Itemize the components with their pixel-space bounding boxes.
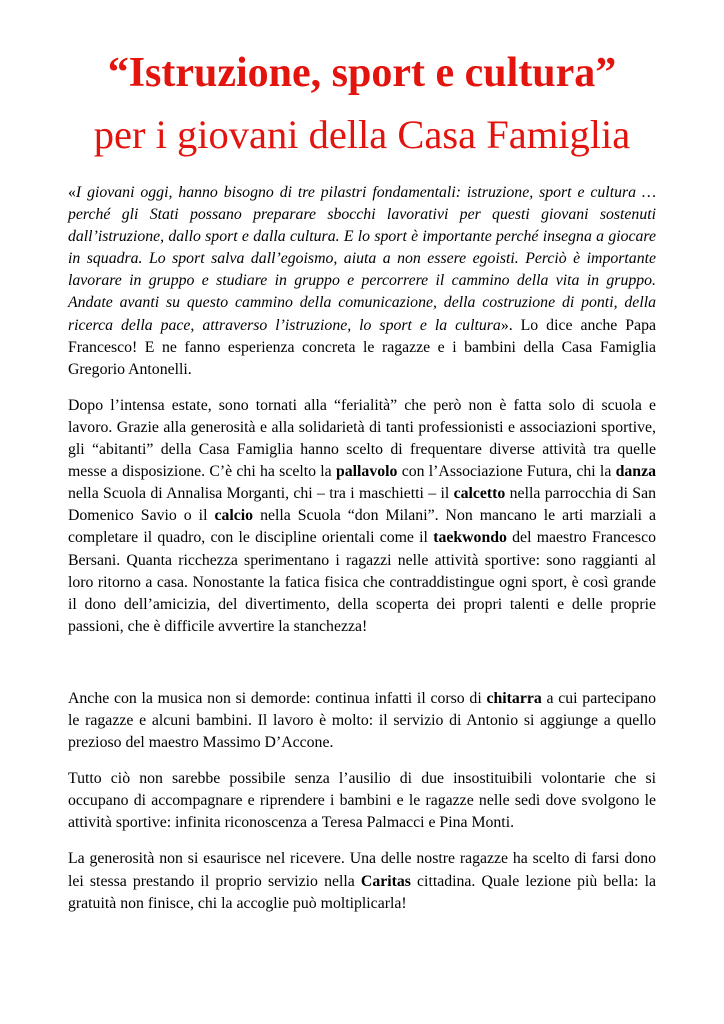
- text-span: cittadina. Quale lezione più bella: la gratuità non finisce, chi la accoglie può moltiplicarla!: [68, 872, 656, 912]
- paragraph-caritas: [68, 848, 656, 914]
- document-page: [68, 48, 656, 915]
- text-span: Dopo l’intensa estate, sono tornati alla “ferialità” che però non è fatta solo di scuola e lavoro. Grazie alla generosità e alla solidarietà di tanti professionisti e associazioni sportive, gli “abitanti” della Casa Famiglia hanno scelto di frequentare diverse attività tra quelle messe a disposizione. C’è chi ha scelto la: [68, 396, 656, 481]
- paragraph-sports: [68, 395, 656, 638]
- text-span: Anche con la musica non si demorde: continua infatti il corso di: [68, 689, 487, 707]
- text-span: La generosità non si esaurisce nel ricevere. Una delle nostre ragazze ha scelto di farsi dono lei stessa prestando il proprio servizio nella: [68, 850, 656, 890]
- text-span: a cui partecipano le ragazze e alcuni bambini. Il lavoro è molto: il servizio di Antonio si aggiunge a quello prezioso del maestro Massimo D’Accone.: [68, 689, 656, 752]
- paragraph-pope-quote: [68, 182, 656, 381]
- text-span: nella parrocchia di San Domenico Savio o il: [68, 485, 656, 525]
- open-quote: «: [68, 184, 76, 201]
- bold-calcetto: calcetto: [453, 485, 506, 503]
- title-line-1: “Istruzione, sport e cultura”: [107, 50, 617, 96]
- pope-quote-text: I giovani oggi, hanno bisogno di tre pilastri fondamentali: istruzione, sport e cultura … perché gli Stati possano preparare sbocchi lavorativi per questi giovani sostenuti dall’istruzione, dallo sport e dalla cultura. E lo sport è importante perché insegna a giocare in squadra. Lo sport salva dall’egoismo, aiuta a non essere egoisti. Perciò è importante lavorare in gruppo e studiare in gruppo e percorrere il cammino della vita in gruppo. Andate avanti su questo cammino della comunicazione, della costruzione di ponti, della ricerca della pace, attraverso l’istruzione, lo sport e la cultura: [68, 184, 656, 334]
- paragraph-music: [68, 688, 656, 754]
- text-span: nella Scuola di Annalisa Morganti, chi – tra i maschietti – il: [68, 485, 454, 503]
- text-span: nella Scuola “don Milani”. Non mancano le arti marziali a completare il quadro, con le discipline orientali come il: [68, 507, 656, 547]
- title-line-2: per i giovani della Casa Famiglia: [93, 112, 631, 157]
- bold-danza: danza: [615, 463, 656, 481]
- text-span: con l’Associazione Futura, chi la: [397, 463, 616, 481]
- quote-attribution: ». Lo dice anche Papa Francesco! E ne fanno esperienza concreta le ragazze e i bambini della Casa Famiglia Gregorio Antonelli.: [68, 316, 656, 378]
- text-span: del maestro Francesco Bersani. Quanta ricchezza sperimentano i ragazzi nelle attività sportive: sono raggianti al loro ritorno a casa. Nonostante la fatica fisica che contraddistingue ogni sport, è così grande il dono dell’amicizia, del divertimento, della scoperta dei propri talenti e delle proprie passioni, che è difficile avvertire la stanchezza!: [68, 529, 656, 635]
- bold-chitarra: chitarra: [486, 689, 542, 707]
- bold-taekwondo: taekwondo: [433, 529, 507, 547]
- bold-caritas: Caritas: [360, 872, 411, 890]
- paragraph-volunteers: Tutto ciò non sarebbe possibile senza l’ausilio di due insostituibili volontarie che si occupano di accompagnare e riprendere i bambini e le ragazze nelle sedi dove svolgono le attività sportive: infinita riconoscenza a Teresa Palmacci e Pina Monti.: [68, 770, 656, 832]
- bold-pallavolo: pallavolo: [335, 463, 398, 481]
- bold-calcio: calcio: [214, 507, 254, 525]
